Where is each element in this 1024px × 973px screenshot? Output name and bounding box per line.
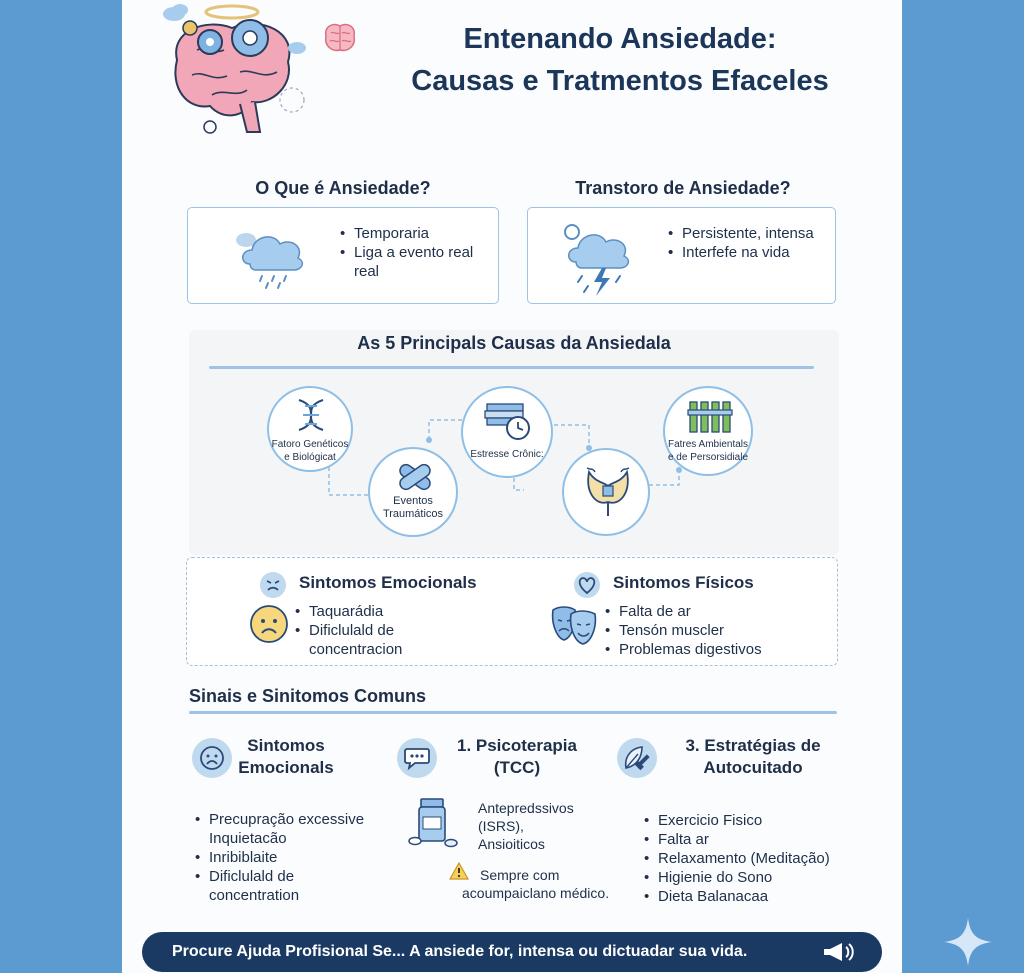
sad-face-icon: [192, 738, 232, 778]
what-is-card: [187, 207, 499, 304]
brain-gears-icon: [152, 0, 312, 145]
physical-symptoms-heading: Sintomos Físicos: [613, 573, 754, 592]
list-item: real: [354, 263, 380, 280]
signs-heading: Sinais e Sinitomos Comuns: [189, 686, 427, 706]
storm-cloud-icon: [558, 218, 648, 298]
list-item: • Taquarádia: [295, 602, 495, 621]
signs-col1-list: [195, 810, 395, 905]
cause-label: Fatres Ambientals e de Persorsidiale: [667, 439, 749, 463]
leaf-dumbbell-icon: [617, 738, 657, 778]
fence-icon: [687, 398, 733, 434]
medical-note: Sempre com acoumpaiclano médico.: [462, 867, 610, 901]
list-item: • Falta ar: [644, 830, 844, 849]
rain-cloud-icon: [232, 220, 322, 290]
list-item: Inquietacão: [209, 830, 287, 847]
physical-symptoms-list: [605, 602, 825, 659]
cause-genetic: [267, 386, 353, 472]
page-title: [350, 18, 890, 102]
megaphone-icon: [822, 941, 856, 963]
cause-label: Fatoro Genéticos e Biológicat: [271, 439, 349, 463]
symptoms-box: [186, 557, 838, 666]
title-line-1: Entenando Ansiedade:: [463, 23, 777, 55]
heart-icon: [572, 571, 602, 599]
help-banner-text: Procure Ajuda Profisional Se... A ansiede for, intensa ou dictuadar sua vida.: [172, 943, 748, 960]
list-item: • Liga a evento real: [340, 243, 500, 262]
signs-col2-heading: 1. Psicoterapia (TCC): [456, 736, 577, 777]
disorder-card: [527, 207, 836, 304]
worried-face-icon: [249, 604, 289, 644]
list-item: • Inribiblaite: [195, 848, 395, 867]
drama-masks-icon: [549, 604, 599, 646]
dna-icon: [293, 396, 329, 434]
signs-col3-list: [644, 811, 844, 906]
list-item: • Dieta Balanacaa: [644, 887, 844, 906]
list-item: • Falta de ar: [605, 602, 825, 621]
list-item: • Persistente, intensa: [668, 224, 836, 243]
cause-label: Estresse Crônic:: [470, 449, 544, 460]
sad-face-glyph: [199, 745, 225, 771]
cause-hormonal: [562, 448, 650, 536]
disorder-heading: Transtoro de Ansiedade?: [575, 178, 791, 198]
books-clock-icon: [483, 398, 533, 442]
list-item: • Dificlulald de: [195, 867, 395, 886]
leaf-dumbbell-glyph: [622, 744, 652, 772]
cause-stress: [461, 386, 553, 478]
emotional-symptoms-heading: Sintomos Emocionals: [299, 573, 477, 592]
emotional-symptoms-list: [295, 602, 495, 659]
signs-col1-heading: Sintomos Emocionals: [238, 736, 334, 777]
signs-col3-heading: 3. Estratégias de Autocuitado: [685, 736, 821, 777]
cause-environmental: [663, 386, 753, 476]
list-item: • Higienie do Sono: [644, 868, 844, 887]
list-item: • Problemas digestivos: [605, 640, 825, 659]
speech-bubble-glyph: [403, 745, 431, 771]
list-item: concentration: [209, 887, 300, 904]
list-item: • Temporaria: [340, 224, 500, 243]
pill-bottle-icon: [407, 797, 459, 849]
list-item: concentracion: [309, 641, 403, 658]
list-item: • Precupração excessive: [195, 810, 395, 829]
what-is-heading: O Que é Ansiedade?: [255, 178, 431, 198]
cause-label: Eventos Traumáticos: [382, 495, 444, 520]
medication-text: Antepredssivos (ISRS), Ansioiticos: [478, 800, 574, 852]
sparkle-icon: [942, 916, 994, 968]
help-banner[interactable]: [142, 932, 882, 972]
infographic-page: [122, 0, 902, 973]
speech-bubble-icon: [397, 738, 437, 778]
list-item: • Interfefe na vida: [668, 243, 836, 262]
title-line-2: Causas e Tratmentos Efaceles: [411, 65, 829, 97]
signs-divider: [189, 711, 837, 714]
list-item: • Tensón muscler: [605, 621, 825, 640]
list-item: • Relaxamento (Meditação): [644, 849, 844, 868]
bandage-icon: [396, 461, 434, 493]
list-item: • Dificlulald de: [295, 621, 495, 640]
list-item: • Exercicio Fisico: [644, 811, 844, 830]
thyroid-icon: [583, 464, 633, 520]
cause-trauma: [368, 447, 458, 537]
stressed-face-icon: [259, 571, 287, 599]
disorder-list: [668, 224, 836, 262]
causes-panel: [189, 330, 839, 555]
causes-heading: As 5 Principals Causas da Ansiedala: [357, 333, 671, 353]
what-is-list: [340, 224, 500, 281]
